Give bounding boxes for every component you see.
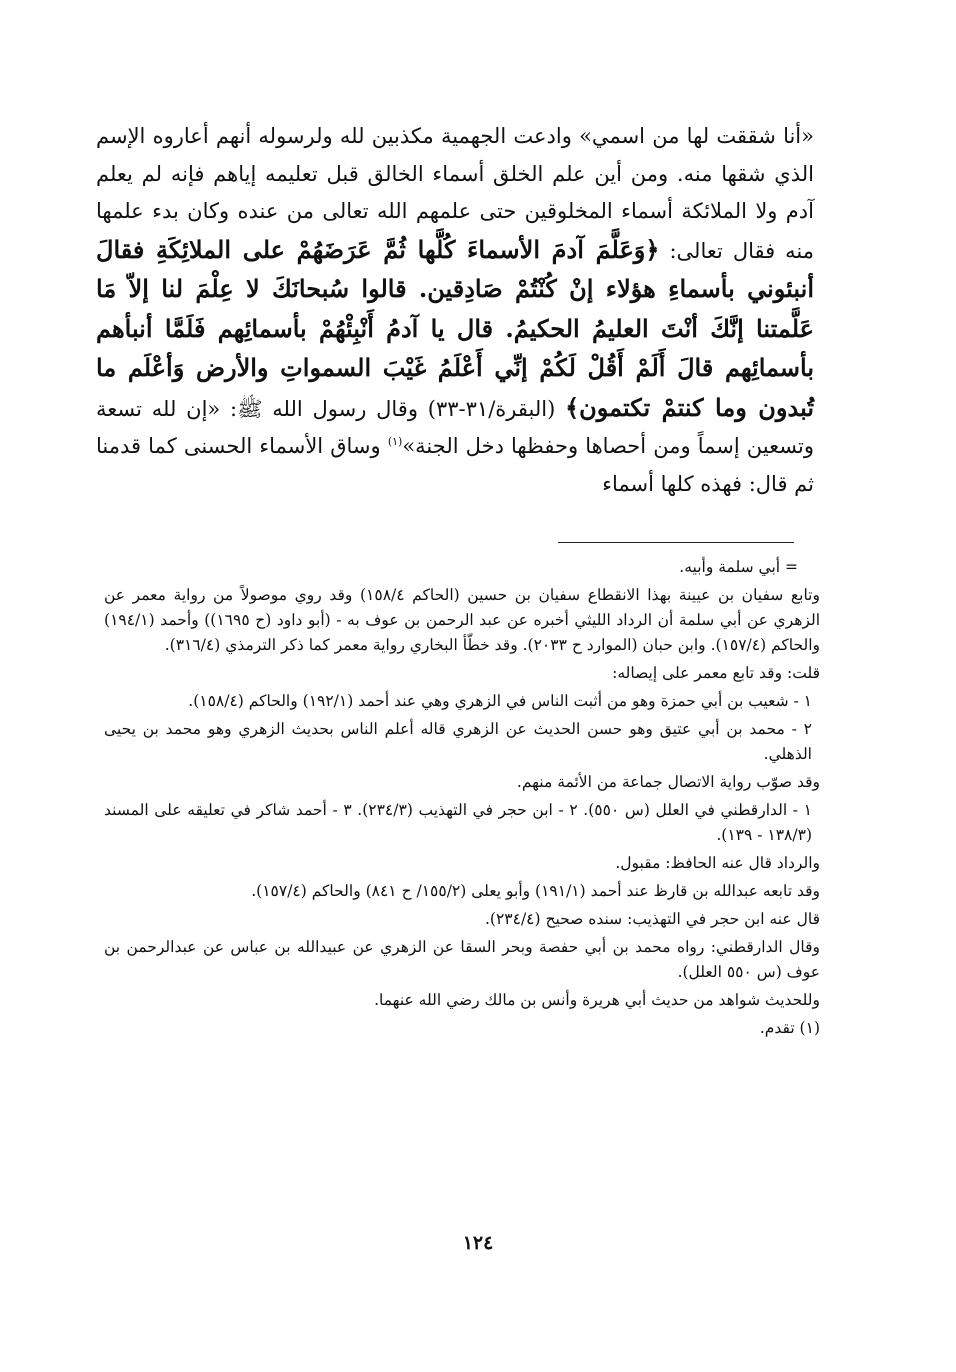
text-intro: «أنا شققت لها من اسمي» وادعت الجهمية مكذبين لله ولرسوله أنهم أعاروه الإسم الذي شقها منه. ومن أين علم الخلق أسماء الخالق قبل تعليمه إياهم فإنه لم يعلم آدم ولا الملائكة أسماء المخلوقين حتى علمهم الله تعالى من عنده وكان بدء علمها منه فقال تعالى: xyxy=(96,124,814,263)
footnote-marker: (١) xyxy=(387,435,403,448)
text-continuation: وساق الأسماء الحسنى كما قدمنا ثم قال: فهذه كلها أسماء xyxy=(96,434,814,496)
main-paragraph xyxy=(96,118,814,503)
footnote-paragraph: والرداد قال عنه الحافظ: مقبول. xyxy=(615,854,820,872)
quran-verse: ﴿وَعَلَّمَ آدمَ الأسماءَ كُلَّها ثُمَّ عَرَضَهُمْ على الملائِكَةِ فقالَ أنبئوني بأسماءِ هؤلاء إنْ كُنْتُمْ صَادِقين. قالوا سُبحانَكَ لا عِلْمَ لنا إلاّ مَا عَلَّمتنا إنَّكَ أنْتَ العليمُ الحكيمُ. قال يا آدمُ أَنْبِئْهُمْ بأسمائِهم فَلَمَّا أنبأهم بأسمائِهم قالَ أَلَمْ أَقُلْ لَكُمْ إنِّي أَعْلَمُ غَيْبَ السمواتِ والأرض وَأعْلَم ما تُبدون وما كنتمْ تكتمون﴾ xyxy=(96,234,815,422)
footnote-1: (١) تقدم. xyxy=(759,1019,820,1037)
text-hadith: (البقرة/٣١-٣٣) وقال رسول الله ﷺ: «إن لله تسعة وتسعين إسماً ومن أحصاها وحفظها دخل الجنة» xyxy=(96,396,814,458)
footnote-paragraph: وتابع سفيان بن عيينة بهذا الانقطاع سفيان بن حسين (الحاكم ١٥٨/٤) وقد روي موصولاً من رواية معمر عن الزهري عن أبي سلمة أن الرداد الليثي أخبره عن عبد الرحمن بن عوف به - (أبو داود (ح ١٦٩٥)) وأحمد (١٩٤/١) والحاكم (١٥٧/٤). وابن حبان (الموارد ح ٢٠٣٣). وقد خطّأ البخاري رواية معمر كما ذكر الترمذي (٣١٦/٤). xyxy=(104,586,820,654)
footnotes xyxy=(104,555,820,1044)
footnote-paragraph: وقال الدارقطني: رواه محمد بن أبي حفصة وبحر السقا عن الزهري عن عبيدالله بن عباس عن عبدالرحمن بن عوف (س ٥٥٠ العلل). xyxy=(104,938,820,981)
footnote-paragraph: وللحديث شواهد من حديث أبي هريرة وأنس بن مالك رضي الله عنهما. xyxy=(374,991,820,1009)
footnote-divider xyxy=(558,542,794,543)
footnote-list-item: ١ - شعيب بن أبي حمزة وهو من أثبت الناس في الزهري وهي عند أحمد (١٩٢/١) والحاكم (١٥٨/٤). xyxy=(188,692,812,710)
footnote-paragraph: وقد تابعه عبدالله بن قارظ عند أحمد (١٩١/١) وأبو يعلى (١٥٥/٢/ ح ٨٤١) والحاكم (١٥٧/٤). xyxy=(251,882,820,900)
main-text xyxy=(96,118,814,503)
footnote-continuation: = أبي سلمة وأبيه. xyxy=(679,558,798,576)
footnote-paragraph: قال عنه ابن حجر في التهذيب: سنده صحيح (٢٣٤/٤). xyxy=(484,910,820,928)
footnote-list-item: ١ - الدارقطني في العلل (س ٥٥٠). ٢ - ابن حجر في التهذيب (٢٣٤/٣). ٣ - أحمد شاكر في تعليقه على المسند (١٣٨/٣ - ١٣٩). xyxy=(104,801,812,844)
page-number: ١٢٤ xyxy=(462,1232,494,1254)
footnote-paragraph: وقد صوّب رواية الاتصال جماعة من الأئمة منهم. xyxy=(516,773,820,791)
footnote-list-item: ٢ - محمد بن أبي عتيق وهو حسن الحديث عن الزهري قاله أعلم الناس بحديث الزهري وهو محمد بن يحيى الذهلي. xyxy=(104,720,812,763)
footnote-paragraph: قلت: وقد تابع معمر على إيصاله: xyxy=(612,664,820,682)
